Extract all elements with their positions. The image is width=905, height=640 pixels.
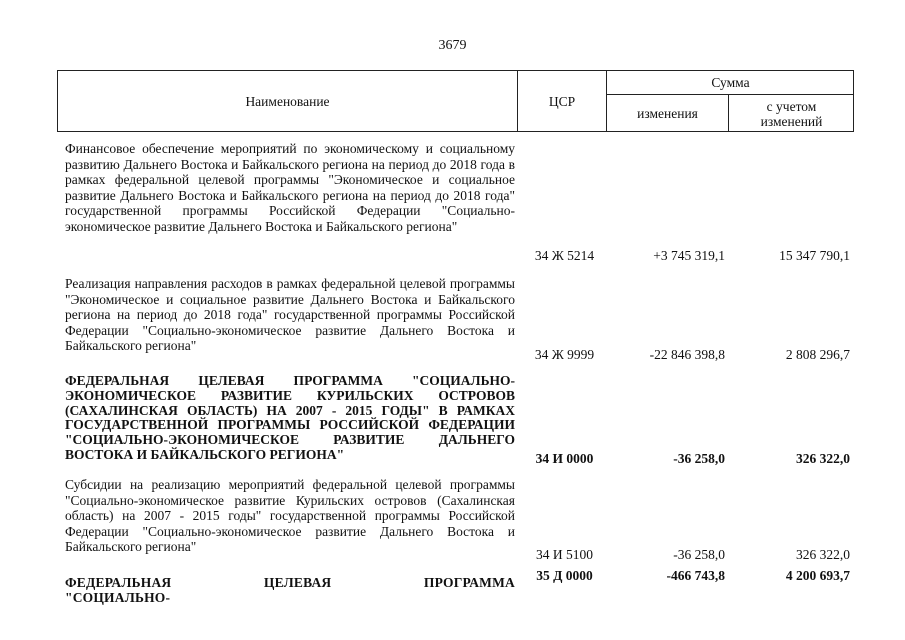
header-with-change	[729, 95, 854, 132]
header-sum: Сумма	[711, 75, 750, 90]
row-total: 326 322,0	[796, 547, 850, 562]
row-csr: 35 Д 0000	[536, 568, 593, 583]
row-total: 4 200 693,7	[785, 568, 850, 583]
header-with-change-line1: с учетом	[766, 98, 817, 114]
row-change: -36 258,0	[673, 451, 725, 466]
row-csr: 34 И 5100	[536, 547, 593, 562]
row-csr: 34 И 0000	[535, 451, 594, 466]
row-csr: 34 Ж 9999	[534, 347, 595, 362]
row-name: Реализация направления расходов в рамках федеральной целевой программы "Экономическое и социальное развитие Дальнего Востока и Байкальского региона на период до 2018 года" государственной программы Российской Федерации "Социально-экономическое развитие Дальнего Востока и Байкальского региона"	[65, 276, 515, 354]
row-total: 15 347 790,1	[779, 248, 850, 263]
header-change: изменения	[637, 106, 698, 121]
header-with-change-line2: изменений	[760, 113, 823, 129]
row-name: Субсидии на реализацию мероприятий федеральной целевой программы "Социально-экономическое развитие Курильских островов (Сахалинская область) на 2007 - 2015 годы" государственной программы Российской Федерации "Социально-экономическое развитие Дальнего Востока и Байкальского региона"	[65, 477, 515, 555]
row-csr: 34 Ж 5214	[534, 248, 595, 263]
row-name: ФЕДЕРАЛЬНАЯ ЦЕЛЕВАЯ ПРОГРАММА "СОЦИАЛЬНО-ЭКОНОМИЧЕСКОЕ РАЗВИТИЕ КУРИЛЬСКИХ ОСТРОВОВ (САХАЛИНСКАЯ ОБЛАСТЬ) НА 2007 - 2015 ГОДЫ" В РАМКАХ ГОСУДАРСТВЕННОЙ ПРОГРАММЫ РОССИЙСКОЙ ФЕДЕРАЦИИ "СОЦИАЛЬНО-ЭКОНОМИЧЕСКОЕ РАЗВИТИЕ ДАЛЬНЕГО ВОСТОКА И БАЙКАЛЬСКОГО РЕГИОНА"	[65, 373, 515, 462]
row-change: -466 743,8	[666, 568, 725, 583]
row-change: -22 846 398,8	[649, 347, 725, 362]
row-total: 2 808 296,7	[785, 347, 850, 362]
row-name: Финансовое обеспечение мероприятий по экономическому и социальному развитию Дальнего Востока и Байкальского региона на период до 2018 года в рамках федеральной целевой программы "Экономическое и социальное развитие Дальнего Востока и Байкальского региона на период до 2018 года" государственной программы Российской Федерации "Социально-экономическое развитие Дальнего Востока и Байкальского региона"	[65, 141, 515, 234]
row-total: 326 322,0	[796, 451, 850, 466]
page-number: 3679	[438, 38, 467, 53]
row-change: -36 258,0	[673, 547, 725, 562]
header-csr: ЦСР	[548, 93, 576, 109]
row-name: ФЕДЕРАЛЬНАЯ ЦЕЛЕВАЯ ПРОГРАММА "СОЦИАЛЬНО-	[65, 575, 515, 605]
header-name: Наименование	[245, 93, 330, 109]
row-change: +3 745 319,1	[653, 248, 725, 263]
